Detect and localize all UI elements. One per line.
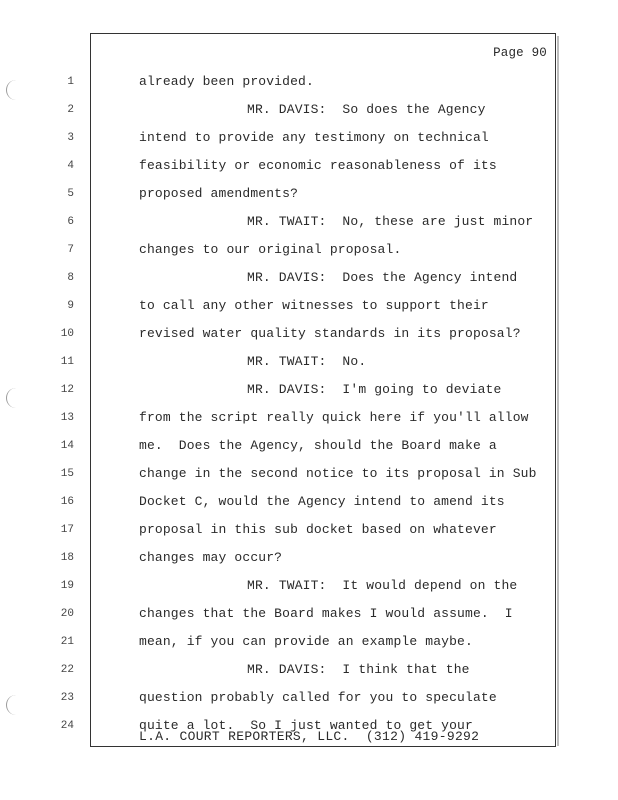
line-number: 12 [60,384,74,396]
transcript-body [139,68,557,740]
transcript-line: intend to provide any testimony on technical [139,130,489,145]
transcript-line: MR. DAVIS: So does the Agency [247,102,486,117]
line-number: 10 [60,328,74,340]
transcript-line: mean, if you can provide an example maybe. [139,634,473,649]
transcript-line: MR. TWAIT: It would depend on the [247,578,518,593]
line-number: 14 [60,440,74,452]
line-number-column [14,68,74,740]
line-number: 24 [60,720,74,732]
line-number: 7 [67,244,74,256]
line-number: 16 [60,496,74,508]
transcript-line: quite a lot. So I just wanted to get your [139,718,473,733]
transcript-line: revised water quality standards in its proposal? [139,326,521,341]
line-number: 19 [60,580,74,592]
transcript-line: me. Does the Agency, should the Board make a [139,438,497,453]
line-number: 4 [67,160,74,172]
transcript-line: MR. TWAIT: No. [247,354,367,369]
transcript-line: changes to our original proposal. [139,242,402,257]
line-number: 13 [60,412,74,424]
line-number: 2 [67,104,74,116]
line-number: 5 [67,188,74,200]
line-number: 21 [60,636,74,648]
transcript-line: MR. TWAIT: No, these are just minor [247,214,534,229]
line-number: 11 [60,356,74,368]
line-number: 15 [60,468,74,480]
court-reporter-footer: L.A. COURT REPORTERS, LLC. (312) 419-9292 [139,729,480,744]
transcript-line: question probably called for you to speculate [139,690,497,705]
transcript-line: from the script really quick here if you'll allow [139,410,529,425]
transcript-line: MR. DAVIS: Does the Agency intend [247,270,518,285]
line-number: 23 [60,692,74,704]
transcript-line: proposal in this sub docket based on whatever [139,522,497,537]
transcript-line: changes may occur? [139,550,283,565]
transcript-line: to call any other witnesses to support their [139,298,489,313]
line-number: 8 [67,272,74,284]
line-number: 17 [60,524,74,536]
line-number: 9 [67,300,74,312]
line-number: 20 [60,608,74,620]
transcript-line: proposed amendments? [139,186,299,201]
transcript-line: already been provided. [139,74,314,89]
transcript-page [60,33,556,747]
transcript-line: change in the second notice to its proposal in Sub [139,466,537,481]
line-number: 22 [60,664,74,676]
line-number: 1 [67,76,74,88]
line-number: 6 [67,216,74,228]
line-number: 3 [67,132,74,144]
transcript-line: changes that the Board makes I would assume. I [139,606,513,621]
transcript-line: MR. DAVIS: I'm going to deviate [247,382,502,397]
page-number: Page 90 [493,46,547,60]
transcript-line: feasibility or economic reasonableness of its [139,158,497,173]
transcript-line: Docket C, would the Agency intend to amend its [139,494,505,509]
transcript-line: MR. DAVIS: I think that the [247,662,470,677]
line-number: 18 [60,552,74,564]
